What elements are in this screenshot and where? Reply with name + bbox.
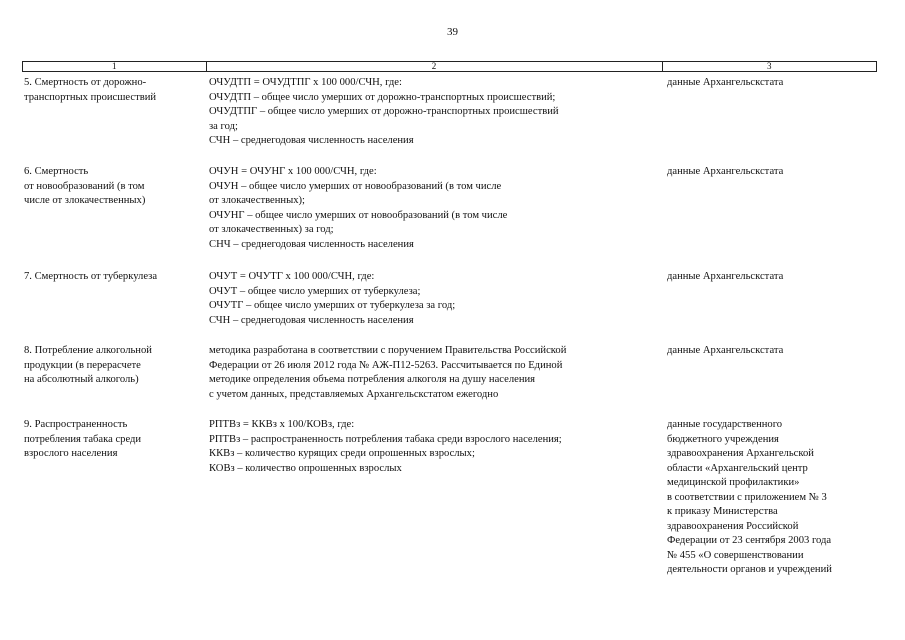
text-line: от новообразований (в том (24, 180, 145, 192)
formula-cell (207, 76, 665, 149)
text-line: медицинской профилактики» (667, 477, 800, 488)
text-line: ОЧУН – общее число умерших от новообразований (в том числе (209, 180, 502, 192)
indicator-cell (24, 344, 207, 402)
table-row (24, 418, 877, 578)
text-line: РПТВз – распространенность потребления табака среди взрослого населения; (209, 433, 562, 445)
text-line: транспортных происшествий (24, 91, 157, 103)
text-line: данные Архангельскстата (667, 271, 784, 282)
text-line: ОЧУДТП – общее число умерших от дорожно-транспортных происшествий; (209, 91, 556, 103)
text-line: СЧН – среднегодовая численность населения (209, 135, 414, 146)
text-line: от злокачественных); (209, 195, 305, 206)
text-line: здравоохранения Архангельской (667, 448, 814, 459)
source-cell (665, 165, 877, 252)
text-line: Федерации от 26 июля 2012 года № АЖ-П12-5263. Рассчитывается по Единой (209, 359, 563, 371)
text-line: с учетом данных, представляемых Архангельскстатом ежегодно (209, 388, 499, 400)
text-line: ОЧУТ = ОЧУТГ x 100 000/СЧН, где: (209, 271, 375, 282)
text-line: методике определения объема потребления алкоголя на душу населения (209, 374, 536, 385)
text-line: данные Архангельскстата (667, 77, 784, 88)
text-line: ОЧУДТПГ – общее число умерших от дорожно-транспортных происшествий (209, 106, 559, 117)
formula-cell (207, 270, 665, 328)
text-line: ОЧУН = ОЧУНГ x 100 000/СЧН, где: (209, 166, 377, 177)
formula-cell (207, 344, 665, 402)
text-line: 7. Смертность от туберкулеза (24, 271, 158, 282)
text-line: СНЧ – среднегодовая численность населения (209, 238, 414, 250)
column-number-1: 1 (112, 61, 117, 71)
column-number-2: 2 (206, 62, 662, 71)
text-line: в соответствии с приложением № 3 (667, 491, 827, 503)
text-line: ОЧУДТП = ОЧУДТПГ x 100 000/СЧН, где: (209, 77, 402, 88)
text-line: области «Архангельский центр (667, 462, 808, 474)
table-row (24, 165, 877, 252)
page-number: 39 (447, 26, 458, 38)
formula-cell (207, 418, 665, 578)
text-line: 9. Распространенность (24, 419, 128, 430)
column-number-3: 3 (662, 62, 877, 71)
indicator-cell (24, 418, 207, 578)
text-line: данные Архангельскстата (667, 345, 784, 356)
text-line: 6. Смертность (24, 166, 89, 177)
text-line: РПТВз = ККВз x 100/КОВз, где: (209, 419, 355, 430)
source-cell (665, 76, 877, 149)
indicator-cell (24, 76, 207, 149)
text-line: 8. Потребление алкогольной (24, 345, 152, 356)
text-line: от злокачественных) за год; (209, 224, 334, 235)
text-line: продукции (в перерасчете (24, 359, 141, 371)
text-line: КОВз – количество опрошенных взрослых (209, 462, 402, 474)
text-line: № 455 «О совершенствовании (667, 549, 804, 561)
text-line: СЧН – среднегодовая численность населения (209, 314, 414, 326)
source-cell (665, 270, 877, 328)
text-line: данные государственного (667, 419, 783, 430)
formula-cell (207, 165, 665, 252)
text-line: ККВз – количество курящих среди опрошенных взрослых; (209, 448, 475, 459)
text-line: ОЧУТ – общее число умерших от туберкулеза; (209, 285, 421, 297)
source-cell (665, 344, 877, 402)
source-cell (665, 418, 877, 578)
text-line: ОЧУТГ – общее число умерших от туберкулеза за год; (209, 300, 456, 311)
text-line: данные Архангельскстата (667, 166, 784, 177)
indicator-cell (24, 165, 207, 252)
text-line: 5. Смертность от дорожно- (24, 77, 147, 88)
text-line: бюджетного учреждения (667, 433, 779, 445)
text-line: деятельности органов и учреждений (667, 564, 832, 575)
table-row (24, 270, 877, 328)
text-line: ОЧУНГ – общее число умерших от новообразований (в том числе (209, 209, 508, 221)
text-line: числе от злокачественных) (24, 195, 146, 206)
text-line: здравоохранения Российской (667, 520, 799, 532)
text-line: взрослого населения (24, 448, 118, 459)
text-line: за год; (209, 120, 238, 132)
table-header (22, 61, 877, 72)
text-line: на абсолютный алкоголь) (24, 374, 139, 385)
text-line: методика разработана в соответствии с поручением Правительства Российской (209, 345, 567, 356)
text-line: Федерации от 23 сентября 2003 года (667, 535, 832, 546)
table-row (24, 76, 877, 149)
text-line: к приказу Министерства (667, 506, 778, 517)
table-row (24, 344, 877, 402)
indicator-cell (24, 270, 207, 328)
text-line: потребления табака среди (24, 433, 142, 445)
